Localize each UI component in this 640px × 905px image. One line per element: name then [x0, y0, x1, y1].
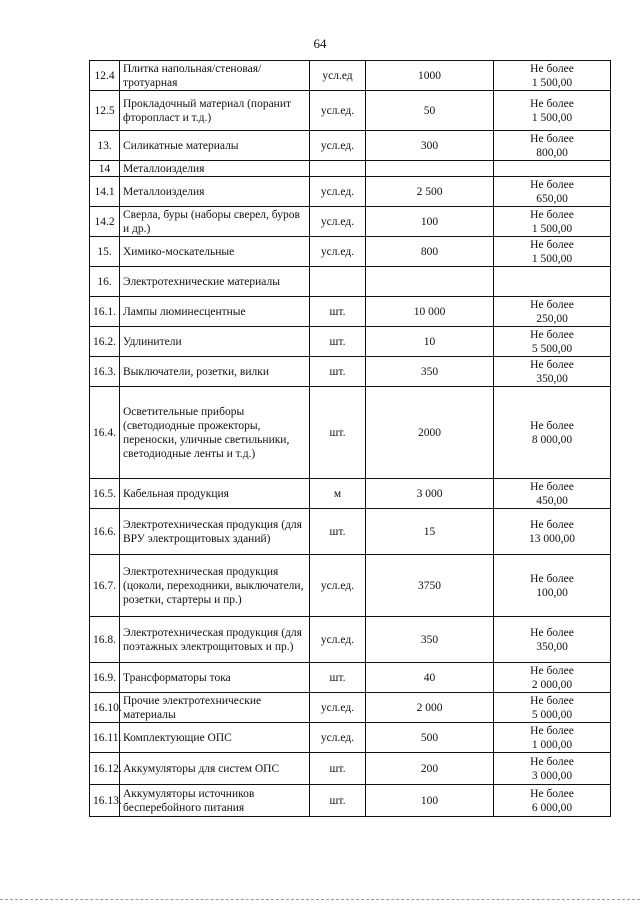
row-name: Аккумуляторы источников бесперебойного питания	[120, 785, 310, 817]
row-quantity: 50	[366, 91, 494, 131]
price-value: 1 500,00	[531, 76, 573, 89]
row-quantity	[366, 267, 494, 297]
price-value: 650,00	[536, 192, 568, 205]
row-price	[494, 693, 611, 723]
row-unit: усл.ед.	[310, 555, 366, 617]
row-unit	[310, 267, 366, 297]
row-number: 14	[90, 161, 120, 177]
row-unit: шт.	[310, 387, 366, 479]
table-row	[90, 177, 611, 207]
row-quantity: 2000	[366, 387, 494, 479]
row-name: Осветительные приборы (светодиодные прожекторы, переноски, уличные светильники, светодиодные ленты и т.д.)	[120, 387, 310, 479]
price-prefix: Не более	[530, 358, 574, 371]
table-row	[90, 785, 611, 817]
row-name: Лампы люминесцентные	[120, 297, 310, 327]
row-name: Металлоизделия	[120, 177, 310, 207]
row-quantity: 3750	[366, 555, 494, 617]
price-value: 350,00	[536, 372, 568, 385]
table-row	[90, 753, 611, 785]
row-unit: м	[310, 479, 366, 509]
row-name: Химико-москательные	[120, 237, 310, 267]
row-unit: шт.	[310, 297, 366, 327]
row-price	[494, 357, 611, 387]
row-unit: шт.	[310, 327, 366, 357]
row-number: 16.13.	[90, 785, 120, 817]
price-table-body	[90, 61, 611, 817]
row-price	[494, 297, 611, 327]
price-prefix: Не более	[530, 664, 574, 677]
price-value: 3 000,00	[531, 769, 573, 782]
row-name: Прокладочный материал (поранит фторопласт и т.д.)	[120, 91, 310, 131]
row-price	[494, 555, 611, 617]
row-unit: шт.	[310, 663, 366, 693]
row-price	[494, 237, 611, 267]
row-price	[494, 785, 611, 817]
row-number: 16.3.	[90, 357, 120, 387]
table-row	[90, 207, 611, 237]
row-number: 14.2	[90, 207, 120, 237]
row-number: 16.9.	[90, 663, 120, 693]
row-number: 16.11.	[90, 723, 120, 753]
row-price	[494, 509, 611, 555]
row-unit: усл.ед.	[310, 723, 366, 753]
row-number: 16.7.	[90, 555, 120, 617]
row-quantity: 350	[366, 357, 494, 387]
price-prefix: Не более	[530, 755, 574, 768]
row-name: Трансформаторы тока	[120, 663, 310, 693]
row-quantity: 350	[366, 617, 494, 663]
price-value: 800,00	[536, 146, 568, 159]
row-number: 13.	[90, 131, 120, 161]
footer-rule	[0, 899, 640, 900]
row-price	[494, 267, 611, 297]
table-row	[90, 617, 611, 663]
row-quantity: 15	[366, 509, 494, 555]
table-row	[90, 663, 611, 693]
row-name: Аккумуляторы для систем ОПС	[120, 753, 310, 785]
row-price	[494, 61, 611, 91]
price-value: 2 000,00	[531, 678, 573, 691]
row-unit: шт.	[310, 509, 366, 555]
price-value: 250,00	[536, 312, 568, 325]
row-quantity: 1000	[366, 61, 494, 91]
price-prefix: Не более	[530, 724, 574, 737]
price-value: 1 000,00	[531, 738, 573, 751]
price-value: 6 000,00	[531, 801, 573, 814]
price-prefix: Не более	[530, 97, 574, 110]
row-price	[494, 617, 611, 663]
row-quantity: 300	[366, 131, 494, 161]
price-value: 1 500,00	[531, 111, 573, 124]
row-name: Комплектующие ОПС	[120, 723, 310, 753]
row-price	[494, 177, 611, 207]
row-number: 14.1	[90, 177, 120, 207]
table-row	[90, 693, 611, 723]
row-price	[494, 207, 611, 237]
row-name: Прочие электротехнические материалы	[120, 693, 310, 723]
price-value: 8 000,00	[531, 433, 573, 446]
price-prefix: Не более	[530, 238, 574, 251]
row-name: Кабельная продукция	[120, 479, 310, 509]
row-quantity: 100	[366, 207, 494, 237]
row-unit: усл.ед.	[310, 617, 366, 663]
price-prefix: Не более	[530, 694, 574, 707]
price-value: 5 500,00	[531, 342, 573, 355]
row-unit: усл.ед	[310, 61, 366, 91]
price-prefix: Не более	[530, 62, 574, 75]
row-name: Электротехнические материалы	[120, 267, 310, 297]
row-quantity: 10	[366, 327, 494, 357]
price-prefix: Не более	[530, 298, 574, 311]
row-price	[494, 663, 611, 693]
row-number: 12.4	[90, 61, 120, 91]
price-prefix: Не более	[530, 572, 574, 585]
row-unit: шт.	[310, 785, 366, 817]
row-unit: шт.	[310, 753, 366, 785]
price-prefix: Не более	[530, 480, 574, 493]
row-quantity	[366, 161, 494, 177]
table-row	[90, 723, 611, 753]
table-row	[90, 267, 611, 297]
row-price	[494, 753, 611, 785]
table-row	[90, 509, 611, 555]
row-unit: усл.ед.	[310, 693, 366, 723]
price-prefix: Не более	[530, 787, 574, 800]
table-row	[90, 61, 611, 91]
table-row	[90, 327, 611, 357]
price-value: 1 500,00	[531, 222, 573, 235]
price-prefix: Не более	[530, 626, 574, 639]
row-number: 16.2.	[90, 327, 120, 357]
row-number: 16.	[90, 267, 120, 297]
row-unit: усл.ед.	[310, 131, 366, 161]
table-row	[90, 357, 611, 387]
price-value: 350,00	[536, 640, 568, 653]
page-number: 64	[313, 36, 327, 51]
row-price	[494, 161, 611, 177]
row-name: Плитка напольная/стеновая/тротуарная	[120, 61, 310, 91]
price-prefix: Не более	[530, 178, 574, 191]
price-prefix: Не более	[530, 328, 574, 341]
row-quantity: 2 500	[366, 177, 494, 207]
table-row	[90, 387, 611, 479]
row-number: 12.5	[90, 91, 120, 131]
row-number: 16.10.	[90, 693, 120, 723]
row-price	[494, 327, 611, 357]
row-number: 16.5.	[90, 479, 120, 509]
row-number: 16.8.	[90, 617, 120, 663]
price-prefix: Не более	[530, 208, 574, 221]
row-name: Выключатели, розетки, вилки	[120, 357, 310, 387]
row-price	[494, 387, 611, 479]
row-quantity: 800	[366, 237, 494, 267]
row-quantity: 40	[366, 663, 494, 693]
price-value: 13 000,00	[529, 532, 575, 545]
row-unit: усл.ед.	[310, 237, 366, 267]
row-number: 15.	[90, 237, 120, 267]
row-price	[494, 91, 611, 131]
price-value: 1 500,00	[531, 252, 573, 265]
row-name: Металлоизделия	[120, 161, 310, 177]
row-price	[494, 723, 611, 753]
row-unit: усл.ед.	[310, 177, 366, 207]
row-name: Электротехническая продукция (цоколи, переходники, выключатели, розетки, стартеры и пр.)	[120, 555, 310, 617]
row-quantity: 500	[366, 723, 494, 753]
row-number: 16.4.	[90, 387, 120, 479]
price-prefix: Не более	[530, 518, 574, 531]
row-unit: усл.ед.	[310, 207, 366, 237]
table-row	[90, 131, 611, 161]
row-quantity: 10 000	[366, 297, 494, 327]
price-table	[89, 60, 611, 817]
row-name: Электротехническая продукция (для ВРУ электрощитовых зданий)	[120, 509, 310, 555]
row-unit	[310, 161, 366, 177]
table-row	[90, 297, 611, 327]
row-number: 16.1.	[90, 297, 120, 327]
price-value: 5 000,00	[531, 708, 573, 721]
row-price	[494, 131, 611, 161]
row-quantity: 3 000	[366, 479, 494, 509]
table-row	[90, 555, 611, 617]
price-prefix: Не более	[530, 419, 574, 432]
table-row	[90, 479, 611, 509]
price-value: 450,00	[536, 494, 568, 507]
row-quantity: 100	[366, 785, 494, 817]
row-name: Электротехническая продукция (для поэтажных электрощитовых и пр.)	[120, 617, 310, 663]
row-name: Сверла, буры (наборы сверел, буров и др.)	[120, 207, 310, 237]
table-row	[90, 237, 611, 267]
row-name: Силикатные материалы	[120, 131, 310, 161]
row-name: Удлинители	[120, 327, 310, 357]
row-unit: усл.ед.	[310, 91, 366, 131]
row-number: 16.12.	[90, 753, 120, 785]
row-quantity: 2 000	[366, 693, 494, 723]
table-row	[90, 161, 611, 177]
row-number: 16.6.	[90, 509, 120, 555]
price-prefix: Не более	[530, 132, 574, 145]
price-value: 100,00	[536, 586, 568, 599]
table-row	[90, 91, 611, 131]
row-price	[494, 479, 611, 509]
row-unit: шт.	[310, 357, 366, 387]
row-quantity: 200	[366, 753, 494, 785]
